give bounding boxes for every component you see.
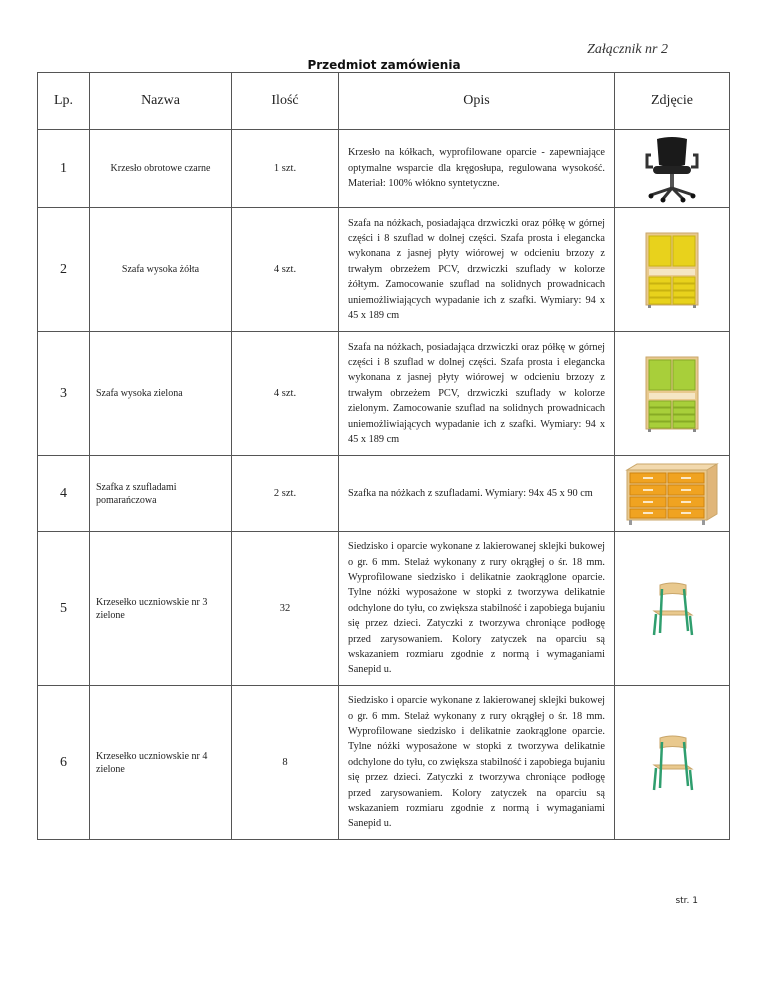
office-chair-icon — [633, 135, 711, 203]
row-qty: 4 szt. — [232, 208, 339, 332]
row-photo — [615, 456, 730, 532]
row-qty: 1 szt. — [232, 130, 339, 208]
header-lp: Lp. — [38, 73, 90, 130]
row-photo — [615, 686, 730, 840]
table-row — [38, 456, 730, 532]
row-desc: Szafa na nóżkach, posiadająca drzwiczki oraz półkę w górnej części i 8 szuflad w dolnej części. Szafa prosta i elegancka wykonana z jasnej płyty wiórowej w odcieniu brzozy z trwałym obrzeżem PCV, drzwiczki szuflady w kolorze zielonym. Zamocowanie szuflad na solidnych prowadnicach uniemożliwiających wypadanie ich z szafki. Wymiary: 94 x 45 x 189 cm — [339, 332, 615, 456]
table-row — [38, 208, 730, 332]
school-chair-icon — [646, 734, 698, 792]
row-desc: Szafka na nóżkach z szufladami. Wymiary: 94x 45 x 90 cm — [339, 456, 615, 532]
row-lp: 5 — [38, 532, 90, 686]
row-qty: 4 szt. — [232, 332, 339, 456]
row-qty: 32 — [232, 532, 339, 686]
green-cabinet-icon — [644, 355, 700, 433]
row-lp: 4 — [38, 456, 90, 532]
table-header-row — [38, 73, 730, 130]
header-desc: Opis — [339, 73, 615, 130]
page-number: str. 1 — [675, 896, 698, 906]
row-qty: 2 szt. — [232, 456, 339, 532]
row-photo — [615, 332, 730, 456]
row-name: Szafa wysoka zielona — [90, 332, 232, 456]
row-name: Szafka z szufladami pomarańczowa — [90, 456, 232, 532]
row-desc: Siedzisko i oparcie wykonane z lakierowanej sklejki bukowej o gr. 6 mm. Stelaż wykonany z rury okrągłej o śr. 18 mm. Wyprofilowane siedzisko i delikatnie zaokrąglone oparcie. Tylne nóżki wyposażone w stopki z tworzywa delikatnie odchylone do tyłu, co zwiększa stabilność i zapobiega bujaniu się przez dzieci. Zatyczki z tworzywa chroniące podłogę przed zarysowaniem. Kolory zatyczek na oparciu są wskazaniem rozmiaru zgodnie z normą i wymaganiami Sanepid u. — [339, 532, 615, 686]
row-name: Krzesełko uczniowskie nr 4 zielone — [90, 686, 232, 840]
table-row — [38, 130, 730, 208]
row-desc: Siedzisko i oparcie wykonane z lakierowanej sklejki bukowej o gr. 6 mm. Stelaż wykonany z rury okrągłej o śr. 18 mm. Wyprofilowane siedzisko i delikatnie zaokrąglone oparcie. Tylne nóżki wyposażone w stopki z tworzywa delikatnie odchylone do tyłu, co zwiększa stabilność i zapobiega bujaniu się przez dzieci. Zatyczki z tworzywa chroniące podłogę przed zarysowaniem. Kolory zatyczek na oparciu są wskazaniem rozmiaru zgodnie z normą i wymaganiami Sanepid u. — [339, 686, 615, 840]
row-lp: 3 — [38, 332, 90, 456]
table-row — [38, 332, 730, 456]
row-qty: 8 — [232, 686, 339, 840]
row-lp: 2 — [38, 208, 90, 332]
header-qty: Ilość — [232, 73, 339, 130]
row-name: Krzesło obrotowe czarne — [90, 130, 232, 208]
row-photo — [615, 532, 730, 686]
yellow-cabinet-icon — [644, 231, 700, 309]
row-photo — [615, 208, 730, 332]
school-chair-icon — [646, 581, 698, 637]
header-photo: Zdjęcie — [615, 73, 730, 130]
orange-drawer-cabinet-icon — [623, 462, 721, 526]
page-title: Przedmiot zamówienia — [307, 58, 461, 72]
order-table — [37, 72, 730, 840]
table-row — [38, 686, 730, 840]
table-row — [38, 532, 730, 686]
row-photo — [615, 130, 730, 208]
row-desc: Krzesło na kółkach, wyprofilowane oparcie - zapewniające optymalne wsparcie dla kręgosłupa, regulowana wysokość. Materiał: 100% włókno syntetyczne. — [339, 130, 615, 208]
annex-label: Załącznik nr 2 — [587, 42, 668, 57]
row-lp: 1 — [38, 130, 90, 208]
row-name: Krzesełko uczniowskie nr 3 zielone — [90, 532, 232, 686]
row-desc: Szafa na nóżkach, posiadająca drzwiczki oraz półkę w górnej części i 8 szuflad w dolnej części. Szafa prosta i elegancka wykonana z jasnej płyty wiórowej w odcieniu brzozy z trwałym obrzeżem PCV, drzwiczki szuflady w kolorze żółtym. Zamocowanie szuflad na solidnych prowadnicach uniemożliwiających wypadanie ich z szafki. Wymiary: 94 x 45 x 189 cm — [339, 208, 615, 332]
row-name: Szafa wysoka żółta — [90, 208, 232, 332]
row-lp: 6 — [38, 686, 90, 840]
header-name: Nazwa — [90, 73, 232, 130]
